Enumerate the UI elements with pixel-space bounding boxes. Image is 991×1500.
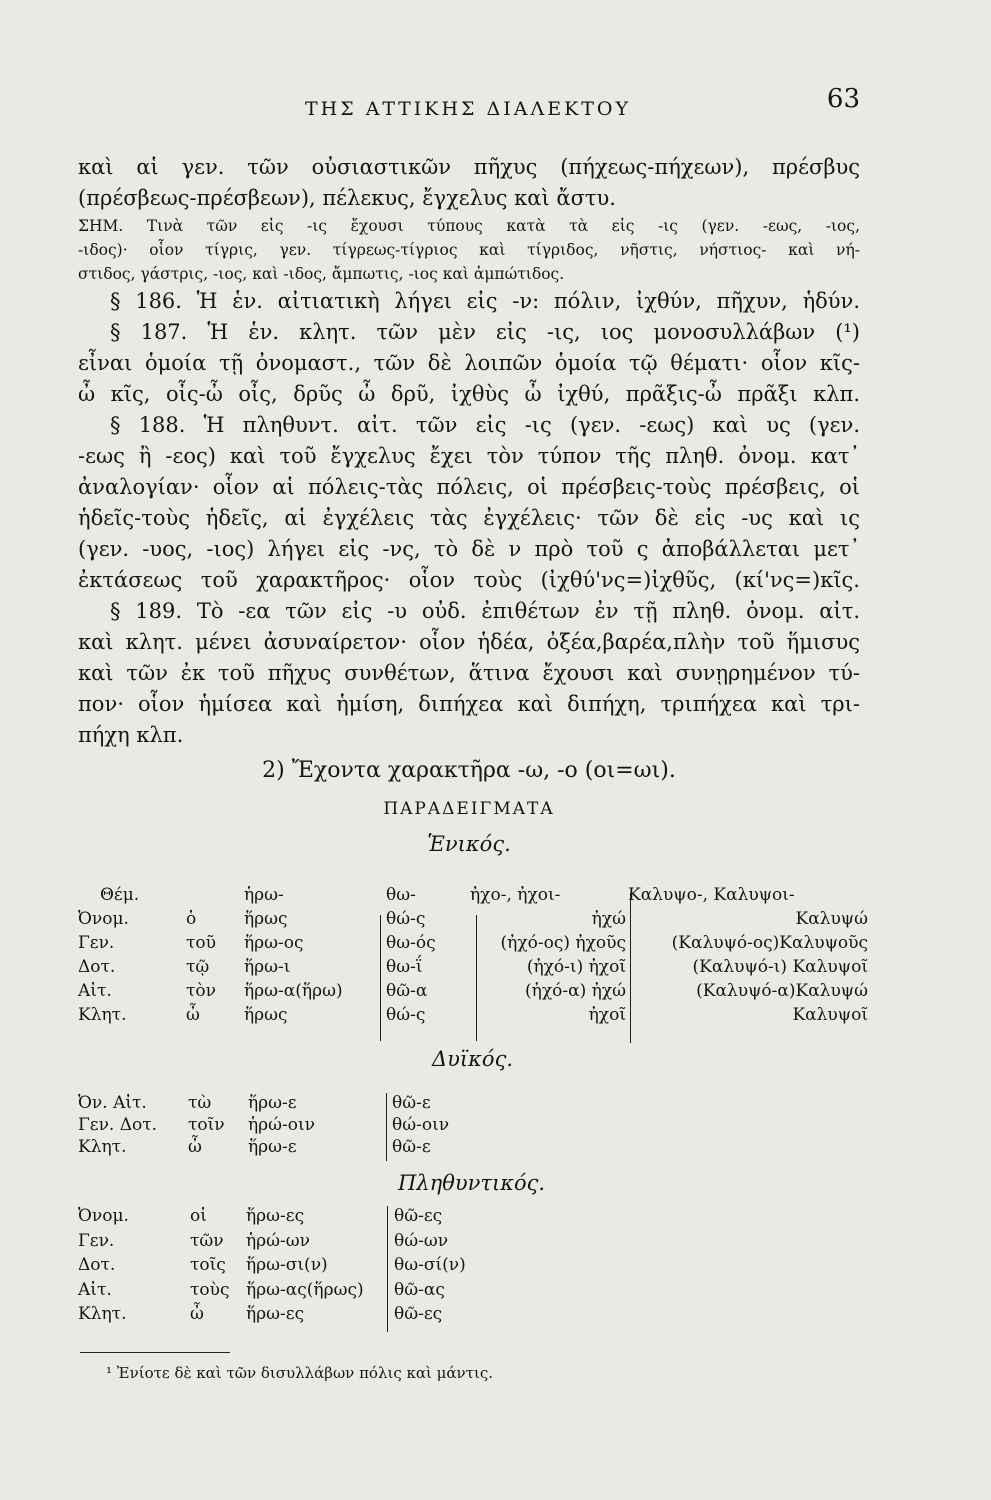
plural-cell: θῶ-ες <box>394 1206 443 1226</box>
singular-cell: Καλυψοῖ <box>792 1005 868 1025</box>
singular-divider <box>380 915 381 1041</box>
dual-cell: θῶ-ε <box>392 1093 431 1113</box>
singular-cell: Θέμ. <box>100 885 140 905</box>
singular-cell: θῶ-α <box>386 981 428 1001</box>
dual-cell: Κλητ. <box>78 1137 127 1157</box>
plural-cell: οἱ <box>190 1206 207 1226</box>
plural-cell: Γεν. <box>78 1230 115 1251</box>
text-line: πήχη κλπ. <box>78 723 184 747</box>
singular-label: Ἑνικός. <box>427 832 511 856</box>
plural-cell: θῶ-ες <box>394 1304 443 1324</box>
plural-cell: τοῖς <box>190 1255 226 1275</box>
singular-cell: θω-ΐ <box>386 957 423 977</box>
text-line: ἐκτάσεως τοῦ χαρακτῆρος· οἷον τοὺς (ἰχθύ'νς=)ἰχθῦς, (κί'νς=)κῖς. <box>78 568 860 592</box>
singular-cell: ἠχοῖ <box>588 1005 626 1025</box>
singular-cell: θω- <box>386 885 416 905</box>
dual-cell: θῶ-ε <box>392 1137 431 1157</box>
dual-cell: θώ-οιν <box>392 1115 450 1135</box>
singular-cell: ἠχώ <box>591 909 626 929</box>
singular-cell: τὸν <box>186 981 216 1001</box>
singular-cell: ἥρως <box>244 909 288 929</box>
singular-cell: (ἠχό-ι) ἠχοῖ <box>526 957 626 977</box>
footnote-rule <box>80 1352 230 1353</box>
singular-cell: θώ-ς <box>386 1005 426 1025</box>
plural-cell: θῶ-ας <box>394 1279 445 1300</box>
page-header <box>80 84 860 124</box>
singular-cell: Καλυψο-, Καλυψοι- <box>628 885 795 905</box>
singular-cell: (ἠχό-α) ἠχώ <box>525 981 626 1001</box>
text-line: καὶ αἱ γεν. τῶν οὐσιαστικῶν πῆχυς (πήχεως-πήχεων), πρέσβυς <box>78 155 860 179</box>
examples-label: ΠΑΡΑΔΕΙΓΜΑΤΑ <box>383 799 555 819</box>
plural-cell: Ὀνομ. <box>78 1206 129 1226</box>
page-number: 63 <box>826 84 860 114</box>
dual-cell: ἡρώ-οιν <box>248 1115 316 1135</box>
text-line: ἡδεῖς-τοὺς ἡδεῖς, αἱ ἐγχέλεις τὰς ἐγχέλεις· τῶν δὲ εἰς -υς καὶ ις <box>78 506 860 530</box>
singular-cell: ὦ <box>186 1005 200 1025</box>
dual-cell: τὼ <box>188 1093 212 1113</box>
text-line: εἶναι ὁμοία τῇ ὀνομαστ., τῶν δὲ λοιπῶν ὁμοία τῷ θέματι· οἷον κῖς- <box>78 351 860 375</box>
singular-cell: ὁ <box>186 909 197 929</box>
body-text <box>78 152 860 861</box>
dual-cell: ἥρω-ε <box>248 1093 297 1113</box>
plural-cell: ὦ <box>190 1304 204 1324</box>
dual-cell: ἥρω-ε <box>248 1137 297 1157</box>
text-line: (γεν. -υος, -ιος) λήγει εἰς -νς, τὸ δὲ ν πρὸ τοῦ ς ἀποβάλλεται μετ᾽ <box>78 537 860 561</box>
singular-cell: τῷ <box>186 957 210 977</box>
section-188: § 188. Ἡ πληθυντ. αἰτ. τῶν εἰς -ις (γεν. -εως) καὶ υς (γεν. <box>110 413 860 437</box>
singular-cell: (Καλυψό-ι) Καλυψοῖ <box>692 957 868 977</box>
singular-cell: (Καλυψό-ος)Καλυψοῦς <box>671 933 868 953</box>
singular-cell: τοῦ <box>186 933 216 953</box>
dual-cell: Γεν. Δοτ. <box>78 1115 158 1135</box>
plural-cell: θώ-ων <box>394 1230 449 1251</box>
plural-label: Πληθυντικός. <box>398 1171 546 1195</box>
plural-cell: Κλητ. <box>78 1304 127 1324</box>
dual-cell: ὦ <box>188 1137 202 1157</box>
singular-cell: θω-ός <box>386 933 436 953</box>
plural-cell: ἡρώ-ων <box>246 1230 310 1251</box>
dual-divider <box>386 1093 387 1161</box>
dual-cell: Ὀν. Αἰτ. <box>78 1093 147 1113</box>
singular-cell: θώ-ς <box>386 909 426 929</box>
plural-cell: ἥρω-ας(ἥρως) <box>246 1279 364 1300</box>
singular-cell: ἠχο-, ἠχοι- <box>470 885 561 905</box>
plural-cell: θω-σί(ν) <box>394 1255 466 1275</box>
section-189: § 189. Τὸ -εα τῶν εἰς -υ οὐδ. ἐπιθέτων ἐν τῇ πληθ. ὀνομ. αἰτ. <box>110 599 860 623</box>
dual-table <box>78 1093 578 1165</box>
singular-divider <box>476 915 477 1041</box>
dual-cell: τοῖν <box>188 1115 225 1135</box>
plural-cell: Δοτ. <box>78 1255 116 1275</box>
singular-cell: ἥρω-ι <box>244 957 291 977</box>
plural-cell: Αἰτ. <box>78 1279 112 1300</box>
singular-cell: Ὀνομ. <box>78 909 129 929</box>
singular-cell: ἥρω-α(ἥρω) <box>244 981 343 1001</box>
singular-cell: Αἰτ. <box>78 981 112 1001</box>
text-line: ἀναλογίαν· οἷον αἱ πόλεις-τὰς πόλεις, οἱ πρέσβεις-τοὺς πρέσβεις, οἱ <box>78 475 860 499</box>
note-line: στιδος, γάστρις, -ιος, καὶ -ιδος, ἄμπωτις, -ιος καὶ ἀμπώτιδος. <box>78 265 565 283</box>
plural-table <box>78 1206 578 1336</box>
note-line: -ιδος)· οἷον τίγρις, γεν. τίγρεως-τίγριος καὶ τίγριδος, νῆστις, νήστιος- καὶ νή- <box>78 241 860 259</box>
text-line: πον· οἷον ἡμίσεα καὶ ἡμίση, διπήχεα καὶ διπήχη, τριπήχεα καὶ τρι- <box>78 692 860 716</box>
plural-divider <box>387 1206 388 1332</box>
running-title: ΤΗΣ ΑΤΤΙΚΗΣ ΔΙΑΛΕΚΤΟΥ <box>305 98 632 120</box>
dual-label: Δυϊκός. <box>432 1047 514 1071</box>
plural-cell: ἥρω-ες <box>246 1304 305 1324</box>
singular-table <box>78 885 868 1045</box>
plural-cell: τῶν <box>190 1230 224 1251</box>
singular-cell: ἥρως <box>244 1005 288 1025</box>
note-line: ΣΗΜ. Τινὰ τῶν εἰς -ις ἔχουσι τύπους κατὰ τὰ εἰς -ις (γεν. -εως, -ιος, <box>78 217 860 235</box>
footnote: ¹ Ἐνίοτε δὲ καὶ τῶν δισυλλάβων πόλις καὶ μάντις. <box>106 1364 494 1382</box>
singular-cell: Κλητ. <box>78 1005 127 1025</box>
plural-cell: ἥρω-σι(ν) <box>246 1255 328 1275</box>
section-186: § 186. Ἡ ἑν. αἰτιατικὴ λήγει εἰς -ν: πόλιν, ἰχθύν, πῆχυν, ἡδύν. <box>110 289 860 313</box>
text-line: καὶ τῶν ἐκ τοῦ πῆχυς συνθέτων, ἅτινα ἔχουσι καὶ συνῃρημένον τύ- <box>78 661 860 685</box>
section-187: § 187. Ἡ ἑν. κλητ. τῶν μὲν εἰς -ις, ιος μονοσυλλάβων (¹) <box>110 320 860 344</box>
plural-cell: τοὺς <box>190 1279 230 1300</box>
singular-cell: Δοτ. <box>78 957 116 977</box>
singular-cell: (ἠχό-ος) ἠχοῦς <box>500 933 626 953</box>
singular-cell: ἥρω-ος <box>244 933 304 953</box>
section-heading: 2) Ἔχοντα χαρακτῆρα -ω, -ο (οι=ωι). <box>262 758 676 783</box>
text-line: (πρέσβεως-πρέσβεων), πέλεκυς, ἔγχελυς καὶ ἄστυ. <box>78 186 616 210</box>
singular-cell: ἡρω- <box>244 885 284 905</box>
singular-cell: Καλυψώ <box>795 909 868 929</box>
singular-cell: Γεν. <box>78 933 115 953</box>
text-line: καὶ κλητ. μένει ἀσυναίρετον· οἷον ἡδέα, ὀξέα,βαρέα,πλὴν τοῦ ἥμισυς <box>78 630 860 654</box>
plural-cell: ἥρω-ες <box>246 1206 305 1226</box>
singular-divider <box>630 893 631 1043</box>
text-line: -εως ἢ -εος) καὶ τοῦ ἔγχελυς ἔχει τὸν τύπον τῆς πληθ. ὀνομ. κατ᾽ <box>78 444 860 468</box>
singular-cell: (Καλυψό-α)Καλυψώ <box>696 981 868 1001</box>
text-line: ὦ κῖς, οἶς-ὦ οἶς, δρῦς ὦ δρῦ, ἰχθὺς ὦ ἰχθύ, πρᾶξις-ὦ πρᾶξι κλπ. <box>78 382 860 406</box>
